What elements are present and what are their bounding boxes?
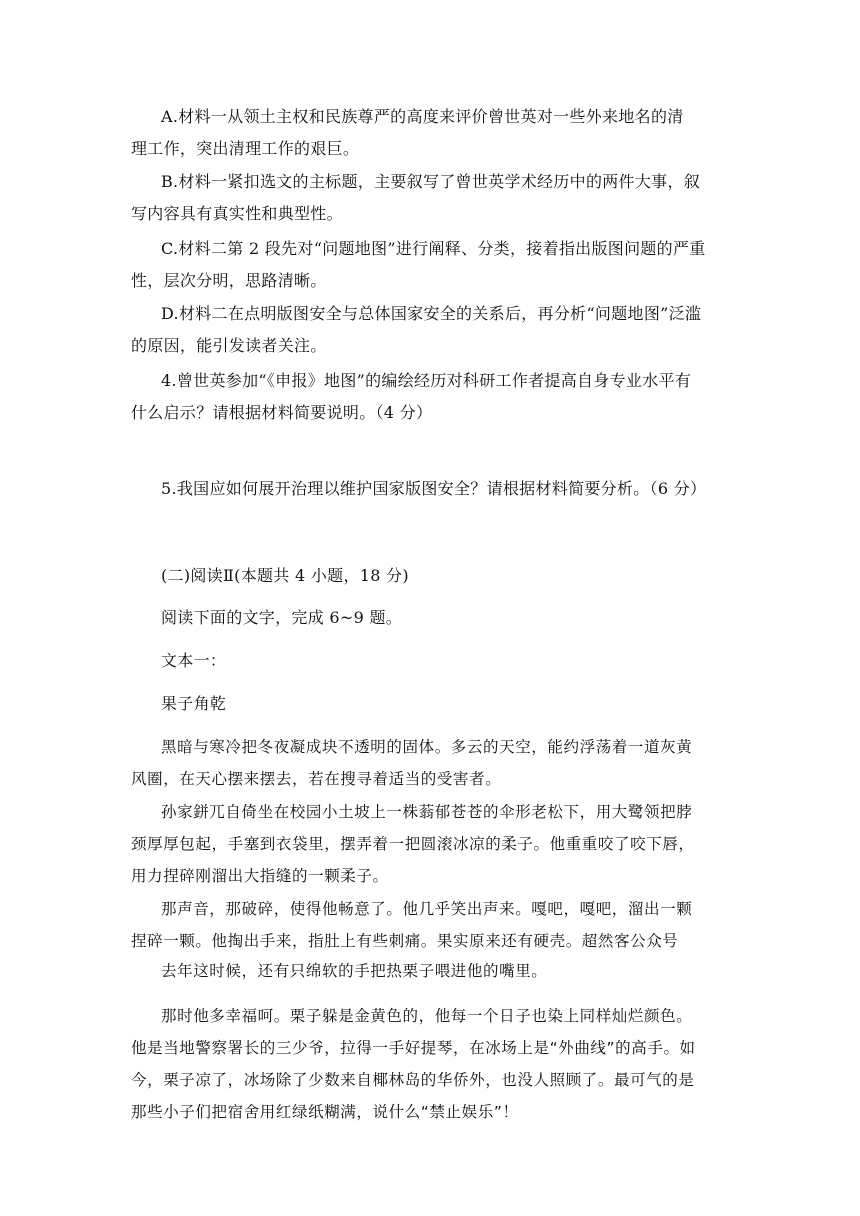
option-d-line-1: D.材料二在点明版图安全与总体国家安全的关系后，再分析“问题地图”泛滥 bbox=[161, 304, 702, 323]
text-label: 文本一： bbox=[161, 651, 227, 670]
question-4-line-2: 什么启示？请根据材料简要说明。（4 分） bbox=[131, 403, 433, 422]
story-paragraph-1: 黑暗与寒冷把冬夜凝成块不透明的固体。多云的天空，能约浮荡着一道灰黄 风圈，在天心摆来摆去，若在搜寻着适当的受害者。 bbox=[131, 738, 693, 788]
section-heading: (二)阅读Ⅱ(本题共 4 小题，18 分) bbox=[161, 566, 409, 585]
option-a-line-2: 理工作，突出清理工作的艰巨。 bbox=[131, 139, 360, 158]
option-d-line-2: 的原因，能引发读者关注。 bbox=[131, 336, 327, 355]
story-title: 果子角乾 bbox=[161, 694, 227, 713]
question-4 bbox=[131, 365, 731, 429]
option-b-line-2: 写内容具有真实性和典型性。 bbox=[131, 204, 343, 223]
option-c bbox=[131, 233, 731, 297]
story-paragraph-2: 孙家鉼兀自倚坐在校园小土坡上一株蓊郁苍苍的伞形老松下，用大鹭领把脖 颈厚厚包起，手塞到衣袋里，摆弄着一把圆滚冰凉的柔子。他重重咬了咬下唇， 用力捏碎刚溜出大指缝的一颗柔子。 bbox=[131, 803, 695, 885]
story-paragraph-5: 那时他多幸福呵。栗子躲是金黄色的，他每一个日子也染上同样灿烂颜色。 他是当地警察署长的三少爷，拉得一手好提琴，在冰场上是“外曲线”的高手。如 今，栗子凉了，冰场除了少数来自椰林岛的华侨外，也没人照顾了。最可气的是 那些小子们把宿舍用红绿纸糊满，说什么“禁止娱乐”！ bbox=[131, 1007, 696, 1121]
option-d bbox=[131, 298, 731, 362]
option-c-line-1: C.材料二第 2 段先对“问题地图”进行阐释、分类，接着指出版图问题的严重 bbox=[161, 239, 706, 258]
option-b-line-1: B.材料一紧扣选文的主标题，主要叙写了曾世英学术经历中的两件大事，叙 bbox=[161, 172, 701, 191]
question-4-line-1: 4.曾世英参加“《申报》地图”的编绘经历对科研工作者提高自身专业水平有 bbox=[161, 371, 692, 390]
option-a-line-1: A.材料一从领土主权和民族尊严的高度来评价曾世英对一些外来地名的清 bbox=[161, 107, 684, 126]
option-a bbox=[131, 101, 731, 165]
question-5 bbox=[131, 473, 731, 505]
section-instruction: 阅读下面的文字，完成 6~9 题。 bbox=[161, 608, 403, 627]
option-b bbox=[131, 166, 731, 230]
story-paragraph-4: 去年这时候，还有只绵软的手把热栗子喂进他的嘴里。 bbox=[161, 962, 548, 980]
story-paragraph-3: 那声音，那破碎，使得他畅意了。他几乎笑出声来。嘎吧，嘎吧，溜出一颗 捏碎一颗。他掏出手来，指肚上有些刺痛。果实原来还有硬壳。超然客公众号 bbox=[131, 900, 693, 950]
question-5-text: 5.我国应如何展开治理以维护国家版图安全？请根据材料简要分析。（6 分） bbox=[161, 479, 707, 498]
option-c-line-2: 性，层次分明，思路清晰。 bbox=[131, 271, 327, 290]
